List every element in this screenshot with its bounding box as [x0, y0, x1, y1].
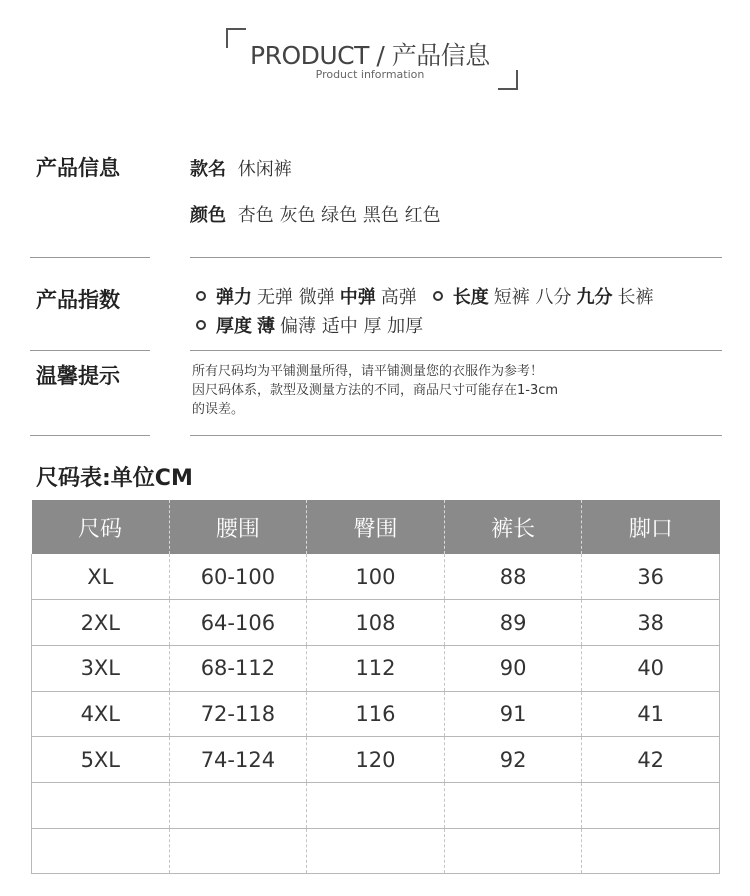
thickness-key: 厚度 — [216, 316, 252, 337]
divider-left-3 — [30, 435, 150, 436]
divider-left-1 — [30, 257, 150, 258]
elastic-selected: 中弹 — [339, 287, 376, 308]
table-cell: 91 — [444, 691, 582, 737]
section-label-index: 产品指数 — [36, 288, 120, 312]
header-cell-waist: 腰围 — [169, 500, 307, 554]
product-color-value: 杏色 灰色 绿色 黑色 红色 — [237, 205, 441, 226]
header-corner-top-left — [226, 28, 246, 48]
tips-line-3: 的误差。 — [192, 402, 245, 417]
table-cell — [444, 782, 582, 828]
product-name-key: 款名 — [190, 159, 226, 180]
table-cell: 90 — [444, 645, 582, 691]
table-cell: 2XL — [32, 600, 170, 646]
table-cell — [444, 828, 582, 874]
table-cell: 36 — [582, 554, 720, 600]
section-label-info: 产品信息 — [36, 156, 120, 180]
table-cell: 88 — [444, 554, 582, 600]
tips-line-2: 因尺码体系，款型及测量方法的不同，商品尺寸可能存在1-3cm — [192, 383, 559, 398]
product-name-value: 休闲裤 — [237, 159, 292, 180]
header-title: PRODUCT / 产品信息 — [250, 41, 490, 70]
divider-left-2 — [30, 350, 150, 351]
table-cell: 5XL — [32, 737, 170, 783]
table-row — [32, 691, 720, 737]
index-line-2 — [196, 312, 423, 338]
length-options-a: 短裤 八分 — [493, 287, 572, 308]
table-cell: 74-124 — [169, 737, 307, 783]
table-row-empty — [32, 782, 720, 828]
table-row-empty — [32, 828, 720, 874]
product-color-row — [190, 201, 441, 227]
header-subtitle: Product information — [315, 68, 425, 81]
table-row — [32, 645, 720, 691]
header-cell-size: 尺码 — [32, 500, 170, 554]
table-cell: 92 — [444, 737, 582, 783]
table-cell: 120 — [307, 737, 445, 783]
table-cell — [169, 782, 307, 828]
table-row — [32, 554, 720, 600]
table-cell: 100 — [307, 554, 445, 600]
bullet-circle-icon — [196, 291, 206, 301]
table-cell — [582, 828, 720, 874]
table-cell — [582, 782, 720, 828]
table-cell — [307, 782, 445, 828]
bullet-circle-icon — [433, 291, 443, 301]
table-cell: 38 — [582, 600, 720, 646]
header-corner-bottom-right — [498, 70, 518, 90]
table-cell — [307, 828, 445, 874]
size-table — [31, 500, 720, 874]
divider-right-1 — [190, 257, 722, 258]
thickness-options: 偏薄 适中 厚 加厚 — [280, 316, 424, 337]
table-cell: 112 — [307, 645, 445, 691]
table-cell: 41 — [582, 691, 720, 737]
thickness-selected: 薄 — [257, 316, 275, 337]
table-cell: 40 — [582, 645, 720, 691]
table-row — [32, 600, 720, 646]
table-cell: 89 — [444, 600, 582, 646]
length-selected: 九分 — [576, 287, 613, 308]
table-row — [32, 737, 720, 783]
elastic-key: 弹力 — [216, 287, 252, 308]
elastic-options-a: 无弹 微弹 — [257, 287, 335, 308]
divider-right-3 — [190, 435, 722, 436]
table-cell: 68-112 — [169, 645, 307, 691]
bullet-circle-icon — [196, 320, 206, 330]
table-cell: 4XL — [32, 691, 170, 737]
table-cell — [169, 828, 307, 874]
table-cell: 42 — [582, 737, 720, 783]
index-line-1 — [196, 283, 653, 309]
section-label-tips: 温馨提示 — [36, 364, 120, 388]
table-cell: 116 — [307, 691, 445, 737]
table-cell — [32, 782, 170, 828]
table-cell: 3XL — [32, 645, 170, 691]
table-cell: 108 — [307, 600, 445, 646]
header-cell-length: 裤长 — [444, 500, 582, 554]
length-key: 长度 — [452, 287, 489, 308]
product-name-row — [190, 155, 292, 181]
size-table-title: 尺码表:单位CM — [36, 466, 193, 491]
size-table-header-row — [32, 500, 720, 554]
tips-text — [192, 362, 662, 419]
tips-line-1: 所有尺码均为平铺测量所得，请平铺测量您的衣服作为参考！ — [192, 364, 544, 379]
table-cell: 64-106 — [169, 600, 307, 646]
header-cell-hip: 臀围 — [307, 500, 445, 554]
header-cell-hem: 脚口 — [582, 500, 720, 554]
table-cell: 60-100 — [169, 554, 307, 600]
length-options-b: 长裤 — [617, 287, 654, 308]
table-cell: XL — [32, 554, 170, 600]
table-cell: 72-118 — [169, 691, 307, 737]
divider-right-2 — [190, 350, 722, 351]
elastic-options-b: 高弹 — [380, 287, 417, 308]
product-color-key: 颜色 — [190, 205, 226, 226]
table-cell — [32, 828, 170, 874]
